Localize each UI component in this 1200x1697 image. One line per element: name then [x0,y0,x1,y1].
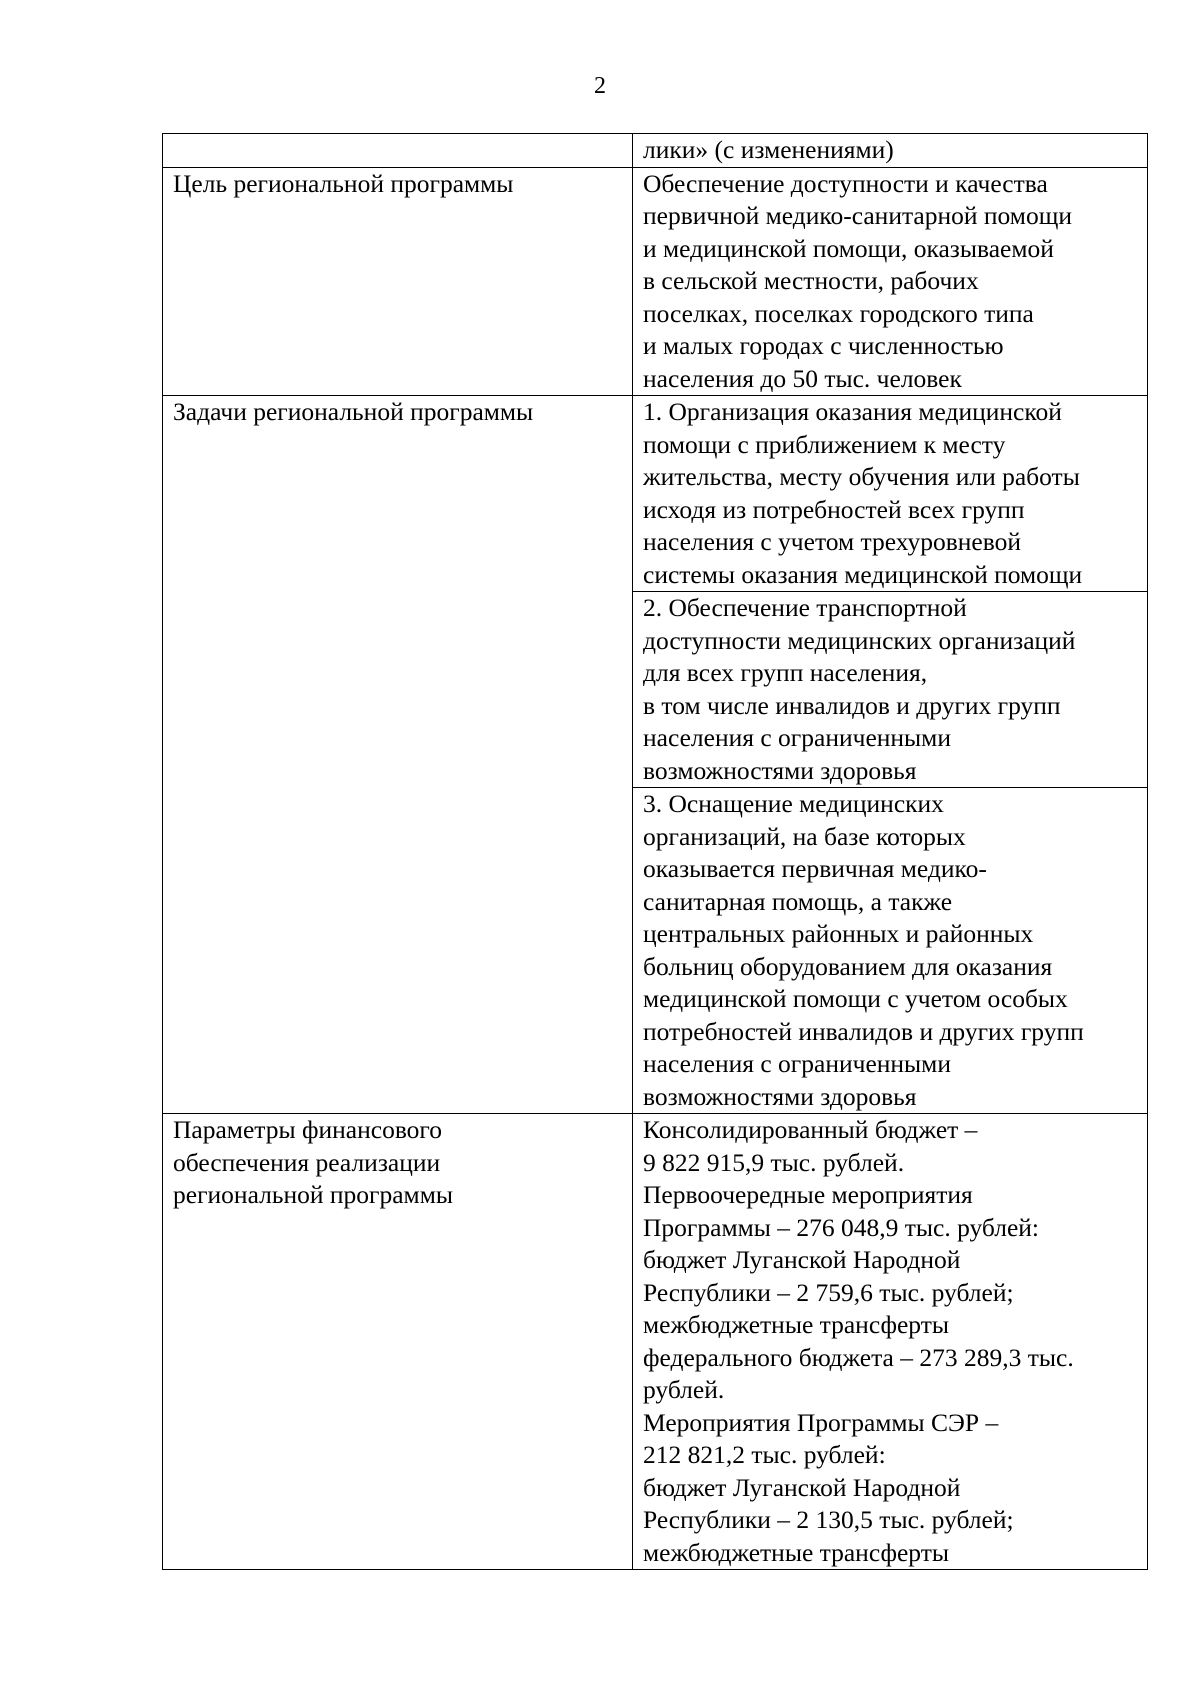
table-row [163,134,1148,168]
row-value-cell [633,592,1148,788]
row-value-line: межбюджетные трансферты [643,1310,949,1339]
row-label-cell [163,167,633,396]
row-value-line: системы оказания медицинской помощи [643,559,1083,589]
row-value-line: Республики – 2 130,5 тыс. рублей; [643,1505,1014,1534]
row-value-line: потребностей инвалидов и других групп [643,1016,1084,1046]
row-value-cell [633,134,1148,168]
row-value-line: межбюджетные трансферты [643,1537,949,1567]
row-value-line: населения до 50 тыс. человек [643,363,962,393]
row-value-line: Мероприятия Программы СЭР – [643,1407,999,1437]
table-row [163,1114,1148,1570]
row-value-line: оказывается первичная медико- [643,854,987,883]
row-value-line: доступности медицинских организаций [643,625,1076,655]
row-value-line: лики» (с изменениями) [643,135,894,164]
row-value-line: возможностями здоровья [643,1081,917,1111]
row-label-line: Параметры финансового [173,1115,443,1144]
row-label-line: региональной программы [173,1180,453,1209]
row-value-line: населения с ограниченными [643,1049,951,1078]
row-value-line: рублей. [643,1375,725,1404]
row-value-line: для всех групп населения, [643,658,928,687]
row-value-line: в сельской местности, рабочих [643,266,979,295]
row-value-line: бюджет Луганской Народной [643,1472,961,1502]
row-value-line: исходя из потребностей всех групп [643,494,1025,524]
row-value-line: Республики – 2 759,6 тыс. рублей; [643,1277,1014,1307]
row-value-line: 212 821,2 тыс. рублей: [643,1440,886,1469]
program-passport-table [162,133,1148,1570]
row-value-line: возможностями здоровья [643,755,917,785]
row-label-cell [163,396,633,1114]
row-value-line: и медицинской помощи, оказываемой [643,233,1054,263]
row-value-line: Обеспечение доступности и качества [643,168,1048,198]
row-value-line: Консолидированный бюджет – [643,1115,978,1144]
row-value-line: организаций, на базе которых [643,821,966,851]
table-row [163,167,1148,396]
page-number: 2 [594,73,606,99]
row-value-line: и малых городах с численностью [643,331,1004,360]
row-value-line: Первоочередные мероприятия [643,1180,973,1209]
row-value-line: населения с ограниченными [643,723,951,752]
row-value-line: помощи с приближением к месту [643,429,1006,459]
row-value-line: федерального бюджета – 273 289,3 тыс. [643,1342,1074,1372]
row-value-line: центральных районных и районных [643,919,1034,948]
row-value-line: медицинской помощи с учетом особых [643,984,1068,1013]
row-value-line: первичной медико-санитарной помощи [643,201,1072,230]
row-value-line: больниц оборудованием для оказания [643,951,1053,981]
row-value-line: 2. Обеспечение транспортной [643,593,967,622]
table-row [163,396,1148,592]
row-value-cell [633,1114,1148,1570]
row-label-cell [163,134,633,168]
row-label-line: Задачи региональной программы [173,397,534,426]
row-value-line: населения с учетом трехуровневой [643,527,1022,556]
row-value-line: санитарная помощь, а также [643,886,953,916]
row-value-cell [633,396,1148,592]
row-value-line: в том числе инвалидов и других групп [643,690,1061,720]
row-value-line: 9 822 915,9 тыс. рублей. [643,1147,905,1177]
row-label-line: обеспечения реализации [173,1147,441,1177]
row-label-line: Цель региональной программы [173,168,514,198]
row-value-line: бюджет Луганской Народной [643,1245,961,1274]
row-value-line: поселках, поселках городского типа [643,298,1034,328]
row-value-cell [633,167,1148,396]
row-value-line: Программы – 276 048,9 тыс. рублей: [643,1212,1040,1242]
row-value-line: 3. Оснащение медицинских [643,789,944,818]
row-value-cell [633,788,1148,1114]
row-value-line: жительства, месту обучения или работы [643,462,1080,491]
row-value-line: 1. Организация оказания медицинской [643,397,1062,426]
row-label-cell [163,1114,633,1570]
